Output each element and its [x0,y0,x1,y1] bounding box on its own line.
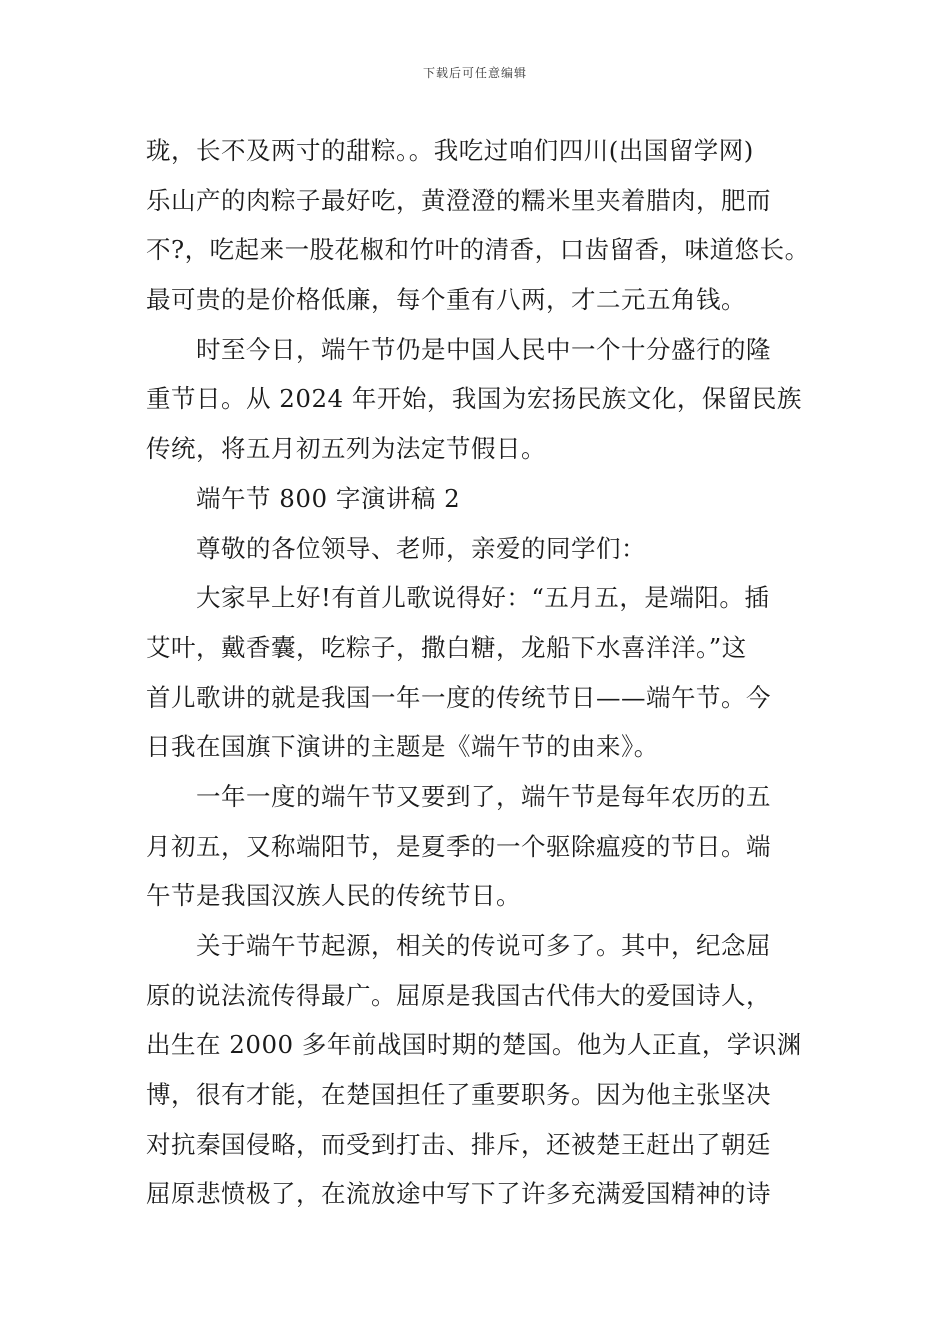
text-line: 出生在 2000 多年前战国时期的楚国。他为人正直，学识渊 [146,1030,802,1060]
text-line: 日我在国旗下演讲的主题是《端午节的由来》。 [146,732,659,762]
text-line: 最可贵的是价格低廉，每个重有八两，才二元五角钱。 [146,285,746,315]
section-heading: 端午节 800 字演讲稿 2 [196,483,461,513]
paragraph-start-line: 关于端午节起源，相关的传说可多了。其中，纪念屈 [196,931,771,960]
text-line: 不?，吃起来一股花椒和竹叶的清香，口齿留香，味道悠长。 [146,235,810,265]
text-line: 乐山产的肉粽子最好吃，黄澄澄的糯米里夹着腊肉，肥而 [146,185,771,215]
text-line: 传统，将五月初五列为法定节假日。 [146,434,546,464]
paragraph-start-line: 时至今日，端午节仍是中国人民中一个十分盛行的隆 [196,334,771,364]
text-line: 屈原悲愤极了，在流放途中写下了许多充满爱国精神的诗 [146,1179,771,1209]
text-line: 珑，长不及两寸的甜粽。。我吃过咱们四川(出国留学网) [146,136,754,165]
header-note: 下载后可任意编辑 [422,66,527,80]
text-line: 艾叶，戴香囊，吃粽子，撒白糖，龙船下水喜洋洋。”这 [146,632,747,662]
text-line: 博，很有才能，在楚国担任了重要职务。因为他主张坚决 [146,1080,771,1110]
paragraph-start-line: 大家早上好!有首儿歌说得好：“五月五，是端阳。插 [196,583,770,613]
salutation-line: 尊敬的各位领导、老师，亲爱的同学们： [196,533,646,563]
text-line: 原的说法流传得最广。屈原是我国古代伟大的爱国诗人， [146,980,771,1010]
text-line: 首儿歌讲的就是我国一年一度的传统节日——端午节。今 [146,682,771,712]
body-text [146,126,826,1219]
paragraph-start-line: 一年一度的端午节又要到了，端午节是每年农历的五 [196,781,771,811]
text-line: 对抗秦国侵略，而受到打击、排斥，还被楚王赶出了朝廷 [146,1129,771,1159]
text-line: 重节日。从 2024 年开始，我国为宏扬民族文化，保留民族 [146,384,802,414]
text-line: 午节是我国汉族人民的传统节日。 [146,881,521,911]
text-line: 月初五，又称端阳节，是夏季的一个驱除瘟疫的节日。端 [146,831,771,861]
